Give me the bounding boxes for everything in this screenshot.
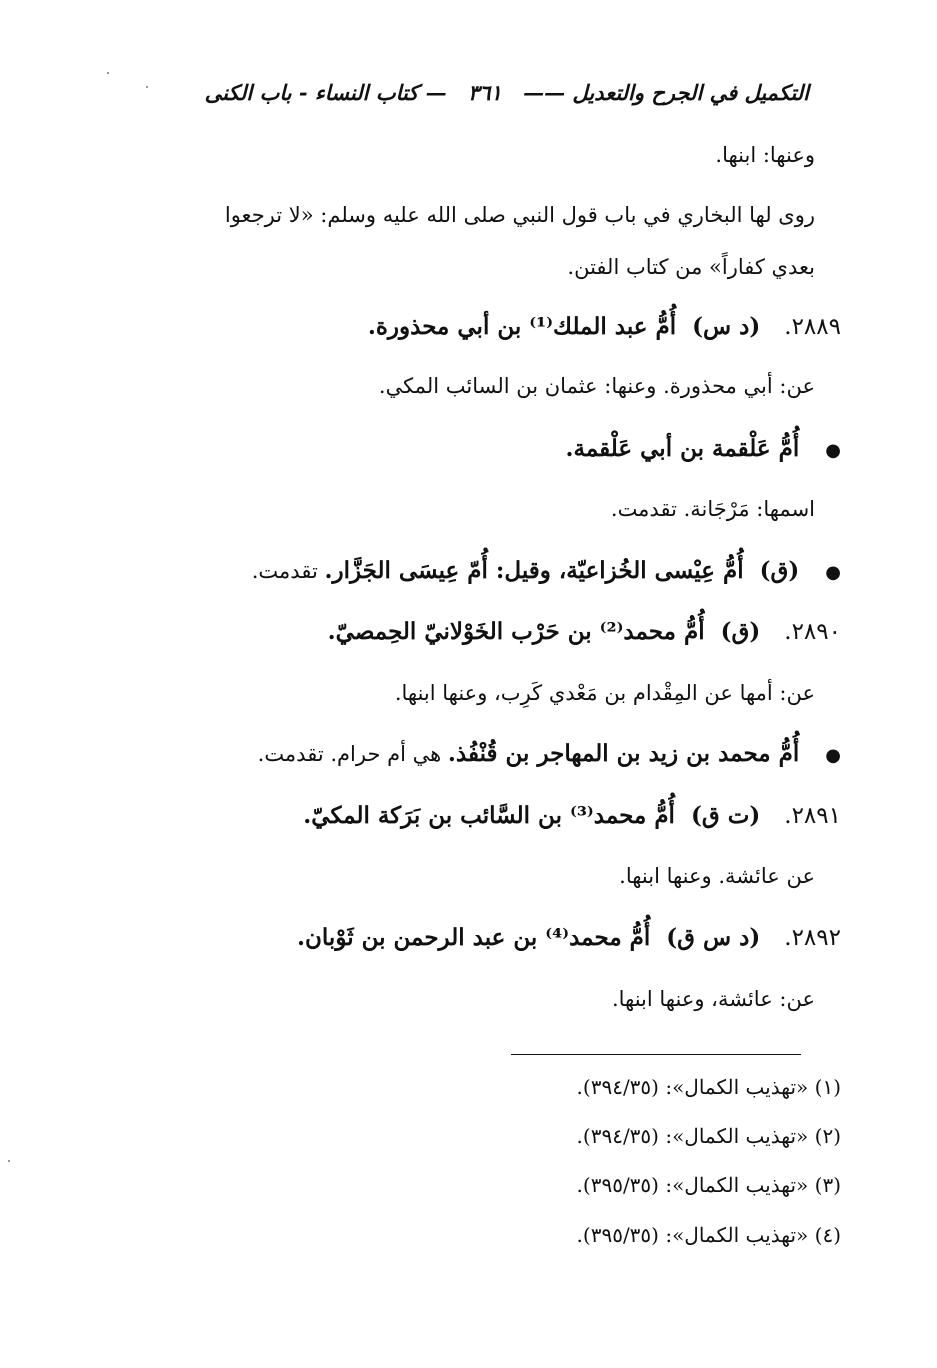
- scan-speck: [146, 86, 148, 88]
- header-dash: —: [425, 80, 447, 105]
- entry-number: ٢٨٩٢.: [784, 925, 841, 951]
- entry-name: أُمُّ محمد⁽⁴⁾ بن عبد الرحمن بن ثَوْبان.: [297, 924, 651, 951]
- paragraph-line: وعنها: ابنها.: [715, 143, 815, 167]
- header-dash: ——: [523, 80, 566, 105]
- bullet-entry: [258, 740, 841, 767]
- entry-number: ٢٨٩١.: [784, 803, 841, 829]
- bullet-icon: ●: [825, 744, 841, 766]
- scan-speck: [107, 72, 109, 74]
- header-title: التكميل في الجرح والتعديل: [572, 80, 809, 105]
- bullet-icon: ●: [825, 439, 841, 461]
- entry-note: تقدمت.: [251, 559, 325, 583]
- entry-name: أُمُّ عِيْسى الخُزاعيّة، وقيل: أُمّ عِيسَى الجَزَّار.: [324, 557, 744, 584]
- footnote: (١) «تهذيب الكمال»: (٣٩٤/٣٥).: [576, 1075, 841, 1099]
- footnote: (٤) «تهذيب الكمال»: (٣٩٥/٣٥).: [576, 1223, 841, 1247]
- entry-code: (ق): [759, 557, 800, 584]
- entry-name: أُمُّ عبد الملك⁽¹⁾ بن أبي محذورة.: [367, 313, 677, 340]
- paragraph-line: عن عائشة. وعنها ابنها.: [619, 864, 815, 888]
- entry-code: (ق): [720, 618, 761, 645]
- header-section: كتاب النساء - باب الكنى: [204, 80, 419, 105]
- bullet-icon: ●: [825, 561, 841, 583]
- entry-2891: [303, 802, 841, 829]
- paragraph-line: عن: عائشة، وعنها ابنها.: [611, 987, 815, 1011]
- entry-2892: [297, 924, 841, 951]
- footnote: (٢) «تهذيب الكمال»: (٣٩٤/٣٥).: [576, 1124, 841, 1148]
- entry-number: ٢٨٨٩.: [784, 314, 841, 340]
- entry-2889: [368, 313, 841, 340]
- entry-code: (ت ق): [690, 802, 761, 829]
- entry-code: (د س ق): [666, 924, 761, 951]
- footnote: (٣) «تهذيب الكمال»: (٣٩٥/٣٥).: [576, 1173, 841, 1197]
- paragraph-line: عن: أبي محذورة. وعنها: عثمان بن السائب المكي.: [378, 374, 815, 398]
- footnote-divider: [511, 1054, 801, 1055]
- entry-name: أُمُّ محمد بن زيد بن المهاجر بن قُنْفُذ.: [447, 740, 800, 767]
- paragraph-line: عن: أمها عن المِقْدام بن مَعْدي كَرِب، وعنها ابنها.: [394, 681, 815, 705]
- paragraph-line: روى لها البخاري في باب قول النبي صلى الله عليه وسلم: «لا ترجعوا: [224, 203, 815, 227]
- paragraph-line: اسمها: مَرْجَانة. تقدمت.: [610, 497, 815, 521]
- entry-name: أُمُّ عَلْقمة بن أبي عَلْقمة.: [565, 435, 800, 462]
- entry-name: أُمُّ محمد⁽³⁾ بن السَّائب بن بَرَكة المكيّ.: [303, 802, 675, 829]
- entry-2890: [328, 618, 841, 645]
- bullet-entry: [252, 557, 841, 584]
- entry-number: ٢٨٩٠.: [784, 619, 841, 645]
- entry-code: (د س): [692, 313, 761, 340]
- page-number: ٣٦١: [467, 80, 502, 105]
- entry-note: هي أم حرام. تقدمت.: [257, 742, 448, 766]
- running-header: [205, 80, 809, 105]
- paragraph-line: بعدي كفاراً» من كتاب الفتن.: [567, 255, 815, 279]
- scan-speck: [8, 1160, 10, 1162]
- entry-name: أُمُّ محمد⁽²⁾ بن حَرْب الخَوْلانيّ الحِمصيّ.: [327, 618, 705, 645]
- bullet-entry: [566, 435, 841, 462]
